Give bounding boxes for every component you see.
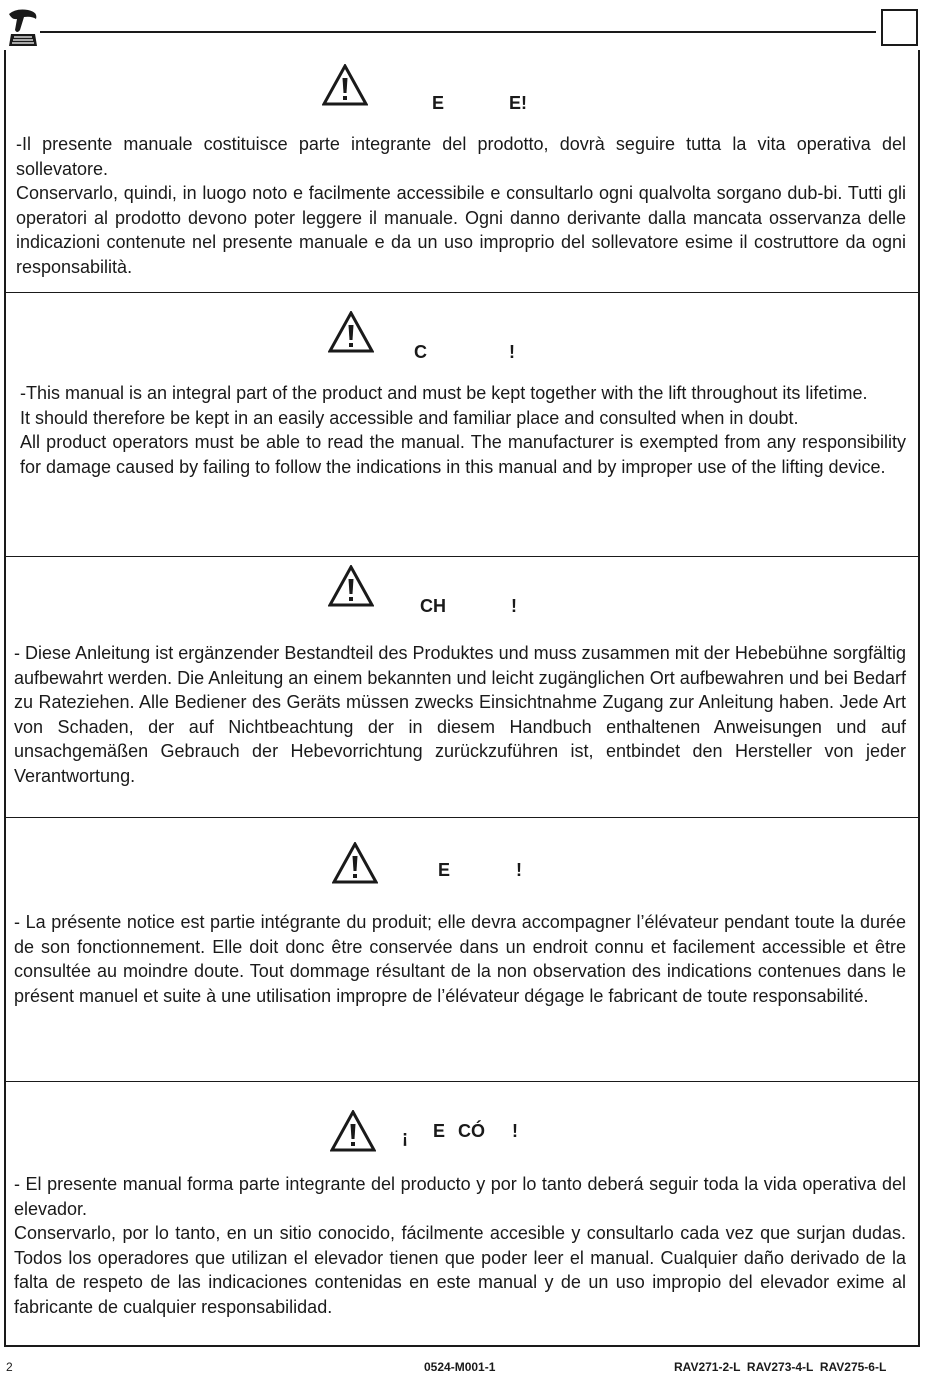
heading-fragment: E [438, 860, 451, 880]
warning-triangle-icon [328, 311, 374, 353]
section-spanish [6, 1082, 918, 1345]
section-heading [328, 565, 548, 615]
heading-fragment: E [433, 1121, 446, 1141]
heading-fragment: C [414, 342, 427, 362]
paragraph: -Il presente manuale costituisce parte integrante del prodotto, dovrà seguire tutta la vita operativa del sollevatore. [16, 134, 906, 179]
section-heading [332, 842, 552, 892]
section-heading [322, 64, 542, 114]
content-frame [4, 50, 920, 1347]
heading-fragment: ! [509, 342, 515, 362]
section-body [16, 132, 906, 280]
model-list: RAV271-2-L RAV273-4-L RAV275-6-L [674, 1360, 887, 1374]
section-english [6, 293, 918, 556]
header-rule [40, 31, 876, 33]
warning-triangle-icon [332, 842, 378, 884]
heading-fragment: ! [516, 860, 522, 880]
paragraph: Conservarlo, quindi, in luogo noto e facilmente accessibile e consultarlo ogni qualvolta sorgano dub-bi. Tutti gli operatori al prodotto devono poter leggere il manuale. Ogni danno derivante dalla mancata osservanza delle indicazioni contenute nel presente manuale e da un uso improprio del sollevatore esime il costruttore da ogni responsabilità. [16, 183, 906, 277]
section-italian [6, 50, 918, 292]
section-heading [330, 1110, 550, 1160]
heading-fragment: CH [420, 596, 446, 616]
paragraph: - La présente notice est partie intégrante du produit; elle devra accompagner l’élévateur pendant toute la durée de son fonctionnement. Elle doit donc être conservée dans un endroit connu et facilement accessible et être consultée au moindre doute. Tout dommage résultant de la non observation des indications contenues dans le présent manuel et suite à une utilisation impropre de l’élévateur dégage le fabricant de toute responsabilité. [14, 912, 906, 1006]
document-code: 0524-M001-1 [424, 1360, 496, 1374]
warning-triangle-icon [328, 565, 374, 607]
heading-fragment: ! [512, 1121, 518, 1141]
section-french [6, 818, 918, 1081]
section-body [14, 641, 906, 789]
warning-triangle-icon [330, 1110, 376, 1152]
heading-fragment: E [432, 93, 445, 113]
section-body [14, 1172, 906, 1320]
paragraph: All product operators must be able to read the manual. The manufacturer is exempted from any responsibility for damage caused by failing to follow the indications in this manual and by improper use of the lifting device. [20, 432, 906, 477]
heading-fragment: E! [509, 93, 527, 113]
paragraph: Conservarlo, por lo tanto, en un sitio conocido, fácilmente accesible y consultarlo cada vez que surjan dudas. Todos los operadores que utilizan el elevador tienen que poder leer el manual. Cualquier daño derivado de la falta de respeto de las indicaciones contenidas en este manual y de un uso impropio del elevador exime al fabricante de cualquier responsabilidad. [14, 1223, 906, 1317]
paragraph: -This manual is an integral part of the product and must be kept together with the lift throughout its lifetime. [20, 383, 868, 403]
section-body [14, 910, 906, 1008]
paragraph: It should therefore be kept in an easily accessible and familiar place and consulted when in doubt. [20, 407, 799, 428]
warning-triangle-icon [322, 64, 368, 106]
page-corner-box [881, 9, 918, 46]
section-german [6, 557, 918, 817]
heading-fragment: CÓ [458, 1121, 485, 1141]
paragraph: - El presente manual forma parte integrante del producto y por lo tanto deberá seguir toda la vida operativa del elevador. [14, 1174, 906, 1219]
company-logo [6, 6, 40, 48]
page-number: 2 [6, 1360, 13, 1374]
heading-fragment: ¡ [402, 1127, 408, 1147]
heading-fragment: ! [511, 596, 517, 616]
section-heading [328, 311, 548, 361]
section-body [20, 381, 906, 479]
paragraph: - Diese Anleitung ist ergänzender Bestandteil des Produktes und muss zusammen mit der Hebebühne sorgfältig aufbewahrt werden. Die Anleitung an einem bekannten und leicht zugänglichen Ort aufbewahren und bei Bedarf zu Rateziehen. Alle Bediener des Geräts müssen zwecks Einsichtnahme Zugang zur Anleitung haben. Jede Art von Schaden, der auf Nichtbeachtung der in diesem Handbuch enthaltenen Anweisungen und auf unsachgemäßen Gebrauch der Hebevorrichtung zurückzuführen ist, entbindet den Hersteller von jeder Verantwortung. [14, 643, 906, 786]
